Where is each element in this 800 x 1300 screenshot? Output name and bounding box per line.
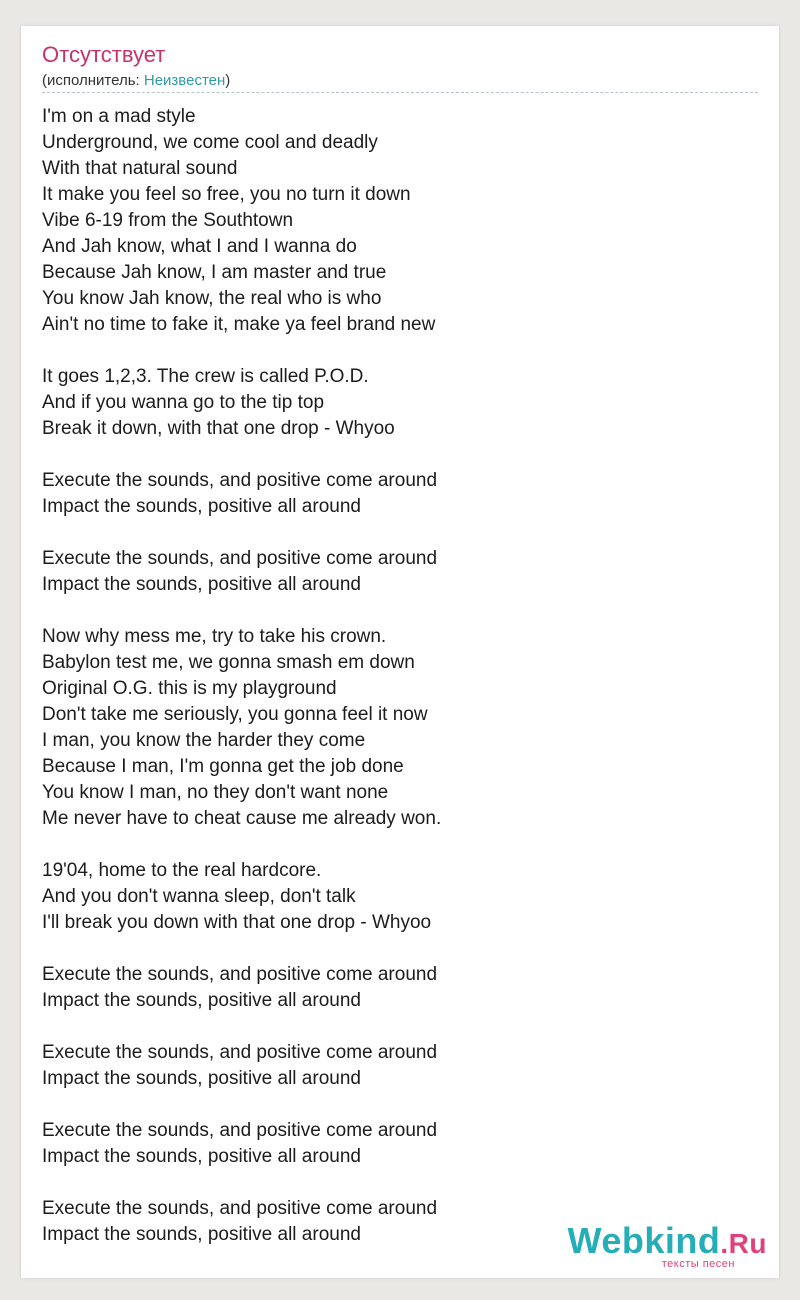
lyric-line: It make you feel so free, you no turn it down (42, 184, 411, 205)
artist-prefix: (исполнитель: (42, 72, 144, 89)
site-logo[interactable] (547, 1222, 767, 1272)
lyric-line: Execute the sounds, and positive come around (42, 548, 438, 569)
lyric-line (42, 1092, 742, 1118)
lyric-line: Don't take me seriously, you gonna feel it now (42, 704, 428, 725)
lyric-line: It goes 1,2,3. The crew is called P.O.D. (42, 366, 369, 387)
lyric-line: Me never have to cheat cause me already won. (42, 808, 442, 829)
lyric-line: And if you wanna go to the tip top (42, 392, 325, 413)
lyric-line: I man, you know the harder they come (42, 730, 366, 751)
lyric-line (42, 1014, 742, 1040)
lyric-line: Underground, we come cool and deadly (42, 132, 378, 153)
lyric-line: Impact the sounds, positive all around (42, 496, 361, 517)
lyric-line: Original O.G. this is my playground (42, 678, 337, 699)
lyric-line: Because Jah know, I am master and true (42, 262, 387, 283)
lyric-line: Execute the sounds, and positive come around (42, 964, 438, 985)
lyric-line: Ain't no time to fake it, make ya feel brand new (42, 314, 436, 335)
artist-line (42, 72, 230, 90)
lyric-line (42, 936, 742, 962)
lyric-line: Vibe 6-19 from the Southtown (42, 210, 294, 231)
lyric-line: Execute the sounds, and positive come around (42, 1042, 438, 1063)
lyric-line: I'm on a mad style (42, 106, 196, 127)
lyric-line (42, 832, 742, 858)
lyric-line: Break it down, with that one drop - Whyoo (42, 418, 395, 439)
lyric-line: Impact the sounds, positive all around (42, 1224, 361, 1245)
lyric-line: With that natural sound (42, 158, 238, 179)
song-title: Отсутствует (42, 42, 166, 67)
lyric-line: Execute the sounds, and positive come around (42, 470, 438, 491)
lyrics-text (42, 104, 742, 1248)
lyric-line: Execute the sounds, and positive come around (42, 1120, 438, 1141)
title-divider (42, 92, 758, 93)
lyric-line: Babylon test me, we gonna smash em down (42, 652, 415, 673)
logo-tld: .Ru (720, 1228, 767, 1259)
lyric-line: 19'04, home to the real hardcore. (42, 860, 322, 881)
logo-tagline: тексты песен (661, 1258, 735, 1270)
logo-wordmark (547, 1222, 767, 1263)
lyric-line: Execute the sounds, and positive come around (42, 1198, 438, 1219)
lyric-line: Impact the sounds, positive all around (42, 1146, 361, 1167)
lyric-line (42, 442, 742, 468)
lyrics-card (21, 26, 779, 1278)
artist-suffix: ) (225, 72, 231, 89)
artist-link[interactable]: Неизвестен (143, 72, 226, 89)
lyric-line: Impact the sounds, positive all around (42, 990, 361, 1011)
lyric-line (42, 520, 742, 546)
logo-name: Webkind (567, 1220, 721, 1261)
lyric-line: And Jah know, what I and I wanna do (42, 236, 357, 257)
lyric-line (42, 598, 742, 624)
lyric-line: Now why mess me, try to take his crown. (42, 626, 387, 647)
lyric-line: Impact the sounds, positive all around (42, 1068, 361, 1089)
lyric-line: I'll break you down with that one drop - Whyoo (42, 912, 432, 933)
lyric-line (42, 1170, 742, 1196)
lyric-line: Impact the sounds, positive all around (42, 574, 361, 595)
lyric-line: You know Jah know, the real who is who (42, 288, 382, 309)
lyric-line: Because I man, I'm gonna get the job done (42, 756, 404, 777)
lyric-line (42, 338, 742, 364)
lyric-line: And you don't wanna sleep, don't talk (42, 886, 356, 907)
lyric-line: You know I man, no they don't want none (42, 782, 389, 803)
